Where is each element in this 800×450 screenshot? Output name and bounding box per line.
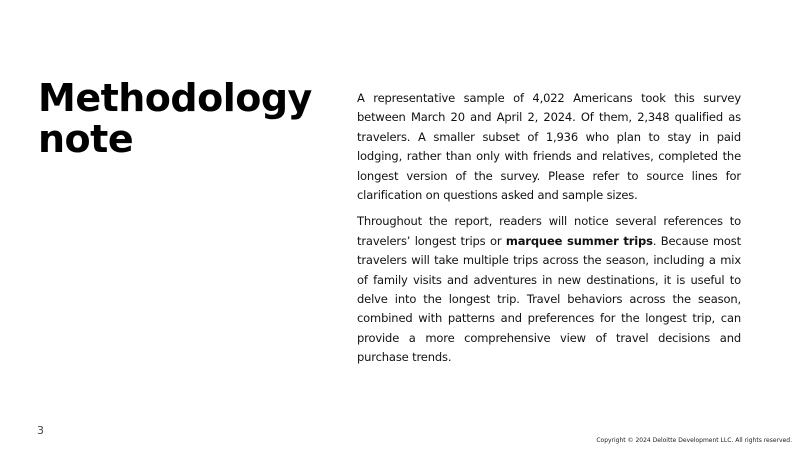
title-line-1: Methodology (38, 76, 312, 120)
paragraph-longest-trip-rest: . Because most travelers will take multiple trips across the season, including a mix of family visits and adventures in new destinations, it is useful to delve into the longest trip. Travel behaviors across the season, combined with patterns and preferences for the longest trip, can provide a more comprehensive view of travel decisions and purchase trends. (357, 233, 741, 365)
paragraph-sample-description: A representative sample of 4,022 Americans took this survey between March 20 and April 2, 2024. Of them, 2,348 qualified as travelers. A smaller subset of 1,936 who plan to stay in paid lodging, rather than only with friends and relatives, completed the longest version of the survey. Please refer to source lines for clarification on questions asked and sample sizes. (357, 91, 741, 203)
paragraph-longest-trip (357, 212, 741, 367)
page-number: 3 (37, 424, 44, 437)
methodology-body (357, 89, 741, 375)
page-title (38, 78, 338, 160)
title-line-2: note (38, 117, 134, 161)
paragraph-longest-trip-intro: Throughout the report, readers will notice several references to travelers’ longest trips or (357, 214, 741, 248)
copyright-notice: Copyright © 2024 Deloitte Development LLC. All rights reserved. (596, 437, 792, 444)
marquee-summer-trips-emphasis: marquee summer trips (505, 233, 653, 248)
